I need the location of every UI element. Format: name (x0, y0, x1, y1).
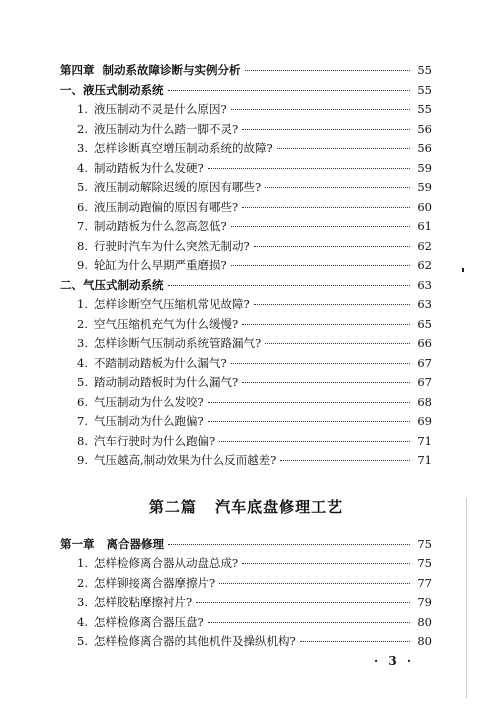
leader-dots (245, 70, 410, 71)
entry-title: 不踏制动踏板为什么漏气? (94, 355, 227, 370)
toc-entry (60, 633, 432, 653)
leader-dots (168, 544, 410, 545)
toc-entry (60, 199, 432, 219)
entry-title: 制动踏板为什么发硬? (94, 160, 204, 175)
entry-title: 汽车行驶时为什么跑偏? (94, 433, 216, 448)
page-number: 60 (417, 199, 432, 214)
toc-entry (60, 179, 432, 199)
entry-number: 3. (77, 141, 88, 155)
leader-dots (208, 168, 410, 169)
entry-number: 4. (77, 614, 88, 629)
section-title: 气压式制动系统 (83, 277, 164, 292)
entry-number: 3. (77, 595, 88, 609)
page-number: 75 (417, 556, 432, 570)
part-heading (60, 496, 432, 516)
leader-dots (280, 460, 410, 461)
leader-dots (265, 343, 410, 344)
toc-entry (60, 433, 432, 453)
entry-title: 气压制动为什么发咬? (94, 394, 204, 409)
entry-title: 行驶时汽车为什么突然无制动? (94, 238, 250, 253)
entry-number: 1. (77, 297, 88, 311)
entry-title: 液压制动不灵是什么原因? (94, 102, 227, 116)
leader-dots (254, 246, 410, 247)
page-number: 56 (417, 141, 432, 155)
toc-entry (60, 335, 432, 355)
page-number: 80 (417, 614, 432, 629)
entry-title: 液压制动为什么踏一脚不灵? (94, 121, 239, 136)
toc-entry (60, 316, 432, 336)
entry-title: 气压越高,制动效果为什么反而越差? (94, 453, 277, 467)
entry-number: 4. (77, 355, 88, 370)
page-number: 79 (417, 595, 432, 609)
leader-dots (254, 304, 410, 305)
entry-number: 2. (77, 121, 88, 136)
page-number: 75 (417, 536, 432, 551)
toc-entry (60, 394, 432, 414)
entry-title: 怎样铆接离合器摩擦片? (94, 575, 216, 590)
leader-dots (219, 583, 410, 584)
toc-entry (60, 101, 432, 121)
entry-title: 怎样诊断空气压缩机常见故障? (94, 297, 250, 311)
leader-dots (242, 129, 410, 130)
section-label: 一、 (60, 82, 83, 97)
leader-dots (208, 622, 410, 623)
entry-title: 怎样检修离合器的其他机件及操纵机构? (94, 634, 296, 648)
section-title: 液压式制动系统 (83, 82, 164, 97)
page-number: 66 (417, 336, 432, 350)
leader-dots (208, 402, 410, 403)
section-label: 二、 (60, 277, 83, 292)
leader-dots (231, 265, 410, 266)
entry-number: 9. (77, 258, 88, 272)
toc-section-hydraulic (60, 82, 432, 102)
page-number: 59 (417, 180, 432, 194)
page-number: 68 (417, 394, 432, 409)
page-number: 56 (417, 121, 432, 136)
entry-number: 2. (77, 316, 88, 331)
leader-dots (208, 421, 410, 422)
leader-dots (168, 285, 411, 286)
page-number: 55 (417, 82, 432, 97)
scan-edge-line (466, 498, 467, 698)
page-number: 71 (417, 433, 432, 448)
leader-dots (219, 441, 410, 442)
chapter-label: 第四章 (60, 63, 95, 77)
page-number: 65 (417, 316, 432, 331)
entry-number: 9. (77, 453, 88, 467)
page-number: 59 (417, 160, 432, 175)
entry-number: 5. (77, 375, 88, 389)
toc-chapter-4 (60, 62, 432, 82)
toc-entry (60, 296, 432, 316)
entry-title: 怎样胶粘摩擦衬片? (94, 595, 193, 609)
page-folio: · 3 · (374, 654, 415, 668)
chapter-label: 第一章 (60, 536, 95, 551)
toc-entry (60, 355, 432, 375)
entry-number: 5. (77, 634, 88, 648)
entry-title: 液压制动跑偏的原因有哪些? (94, 199, 239, 214)
table-of-contents (60, 62, 432, 653)
entry-title: 制动踏板为什么忽高忽低? (94, 219, 227, 233)
entry-title: 怎样诊断气压制动系统管路漏气? (94, 336, 262, 350)
page-number: 62 (417, 258, 432, 272)
leader-dots (277, 148, 410, 149)
page-number: 77 (417, 575, 432, 590)
toc-entry (60, 160, 432, 180)
leader-dots (242, 207, 410, 208)
toc-entry (60, 121, 432, 141)
entry-title: 怎样诊断真空增压制动系统的故障? (94, 141, 273, 155)
entry-number: 5. (77, 180, 88, 194)
entry-number: 7. (77, 414, 88, 428)
toc-entry (60, 555, 432, 575)
leader-dots (242, 324, 410, 325)
page-number: 63 (417, 277, 432, 292)
entry-number: 3. (77, 336, 88, 350)
toc-entry (60, 140, 432, 160)
chapter-title: 制动系故障诊断与实例分析 (102, 63, 241, 77)
page-number: 55 (417, 63, 432, 77)
entry-title: 怎样检修离合器从动盘总成? (94, 556, 239, 570)
entry-number: 8. (77, 433, 88, 448)
scan-speck (462, 268, 464, 272)
part-label: 第二篇 (148, 497, 197, 516)
leader-dots (242, 382, 410, 383)
toc-entry (60, 413, 432, 433)
toc-chapter-1 (60, 536, 432, 556)
leader-dots (196, 602, 410, 603)
page-number: 67 (417, 375, 432, 389)
leader-dots (231, 109, 410, 110)
page-number: 71 (417, 453, 432, 467)
toc-entry (60, 452, 432, 472)
leader-dots (231, 226, 410, 227)
entry-number: 4. (77, 160, 88, 175)
page-number: 80 (417, 634, 432, 648)
section-2-items (60, 296, 432, 472)
entry-title: 气压制动为什么跑偏? (94, 414, 204, 428)
toc-entry (60, 594, 432, 614)
entry-number: 6. (77, 199, 88, 214)
page-number: 63 (417, 297, 432, 311)
page-number: 67 (417, 355, 432, 370)
leader-dots (300, 641, 410, 642)
entry-title: 空气压缩机充气为什么缓慢? (94, 316, 239, 331)
toc-entry (60, 238, 432, 258)
entry-number: 1. (77, 102, 88, 116)
leader-dots (265, 187, 410, 188)
page-number: 61 (417, 219, 432, 233)
entry-number: 7. (77, 219, 88, 233)
page-number: 55 (417, 102, 432, 116)
entry-title: 液压制动解除迟缓的原因有哪些? (94, 180, 262, 194)
toc-entry (60, 575, 432, 595)
toc-entry (60, 257, 432, 277)
toc-entry (60, 614, 432, 634)
chapter-1-items (60, 555, 432, 653)
entry-number: 1. (77, 556, 88, 570)
toc-section-pneumatic (60, 277, 432, 297)
entry-number: 6. (77, 394, 88, 409)
page-number: 69 (417, 414, 432, 428)
page-number: 62 (417, 238, 432, 253)
entry-title: 轮缸为什么早期严重磨损? (94, 258, 227, 272)
entry-title: 踏动制动踏板时为什么漏气? (94, 375, 239, 389)
chapter-title: 离合器修理 (106, 536, 165, 551)
entry-number: 2. (77, 575, 88, 590)
leader-dots (231, 363, 410, 364)
leader-dots (168, 90, 411, 91)
entry-number: 8. (77, 238, 88, 253)
part-title: 汽车底盘修理工艺 (215, 497, 344, 516)
section-1-items (60, 101, 432, 277)
toc-entry (60, 374, 432, 394)
entry-title: 怎样检修离合器压盘? (94, 614, 204, 629)
toc-entry (60, 218, 432, 238)
leader-dots (242, 563, 410, 564)
